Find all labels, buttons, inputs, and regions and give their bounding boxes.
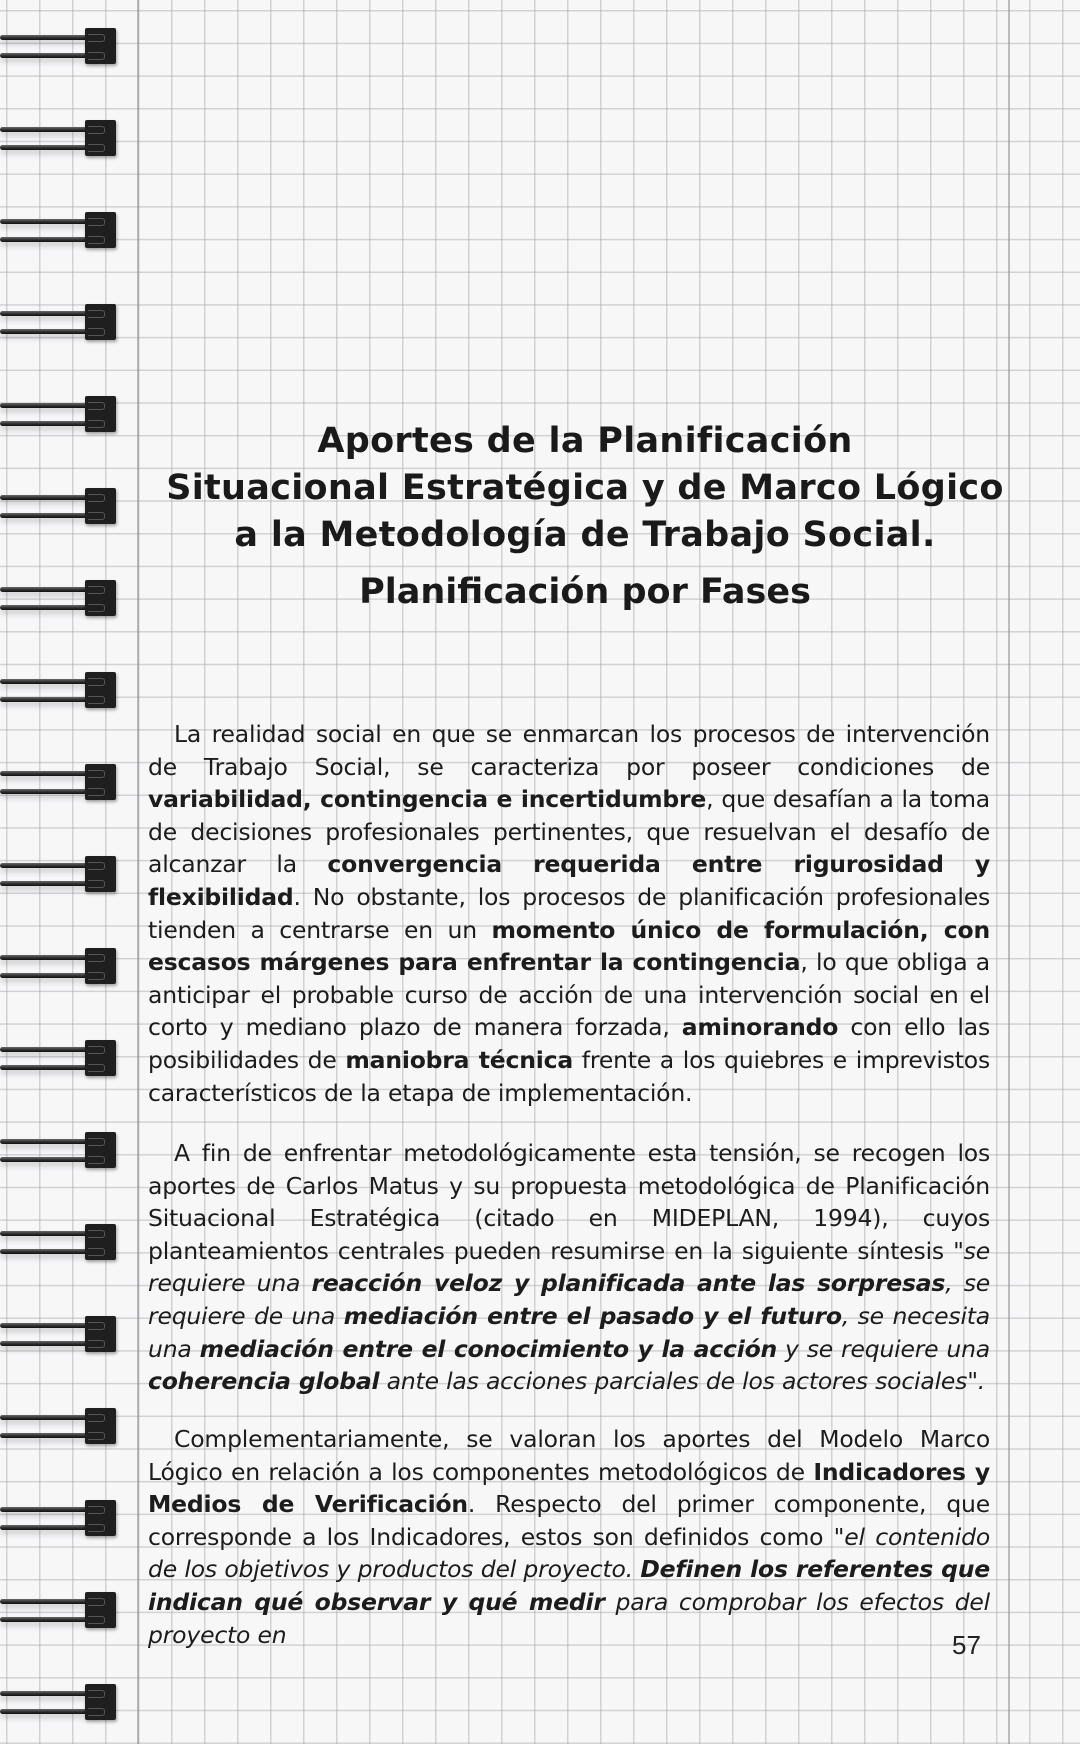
text-segment: convergencia requerida entre rigurosidad y flexibilidad: [148, 850, 991, 911]
text-segment: aminorando: [681, 1013, 839, 1042]
text-segment: . Respecto del primer componente, que corresponde a los Indicadores, estos son definidos como: [148, 1490, 990, 1551]
paragraph-3: [148, 1423, 990, 1651]
spiral-ring-icon: [0, 1315, 118, 1353]
left-margin-line: [137, 0, 139, 1744]
text-segment: mediación entre el pasado y el futuro: [343, 1301, 842, 1330]
spiral-ring-icon: [0, 487, 118, 525]
text-segment: La realidad social en que se enmarcan los procesos de intervención de Trabajo Social, se caracteriza por poseer condiciones de: [148, 720, 990, 781]
text-segment: frente a los quiebres e imprevistos característicos de la etapa de implementación.: [148, 1045, 990, 1107]
spiral-ring-icon: [0, 395, 118, 433]
spiral-ring-icon: [0, 27, 118, 65]
spiral-ring-icon: [0, 579, 118, 617]
text-segment: "el contenido de los objetivos y productos del proyecto.: [148, 1522, 991, 1584]
text-segment: variabilidad, contingencia e incertidumbre: [148, 785, 707, 814]
page-subtitle: Planificación por Fases: [359, 572, 811, 612]
title-line-2: Situacional Estratégica y de Marco Lógico: [166, 468, 1004, 508]
title-line-1: Aportes de la Planificación: [317, 421, 853, 461]
text-segment: . No obstante, los procesos de planificación profesionales tienden a centrarse en un: [148, 882, 990, 944]
spiral-ring-icon: [0, 763, 118, 801]
text-segment: "se requiere una: [148, 1236, 990, 1298]
text-segment: Complementariamente, se valoran los aportes del Modelo Marco Lógico en relación a los componentes metodológicos de: [148, 1425, 990, 1486]
text-segment: Definen los referentes que indican qué observar y qué medir: [148, 1555, 990, 1616]
paragraph-2: [148, 1137, 990, 1398]
spiral-ring-icon: [0, 1407, 118, 1445]
text-segment: coherencia global: [148, 1367, 380, 1396]
spiral-ring-icon: [0, 119, 118, 157]
spiral-ring-icon: [0, 1223, 118, 1261]
spiral-ring-icon: [0, 303, 118, 341]
text-segment: , lo que obliga a anticipar el probable curso de acción de una intervención social en el corto y mediano plazo de manera forzada,: [148, 948, 991, 1042]
text-segment: A fin de enfrentar metodológicamente esta tensión, se recogen los aportes de Carlos Matus y su propuesta metodológica de Planificación Situacional Estratégica (citado en MIDEPLAN, 1994), cuyos planteamientos centrales pueden resumirse en la siguiente síntesis: [148, 1139, 990, 1265]
text-segment: y se requiere una: [777, 1334, 990, 1363]
text-segment: para comprobar los efectos del proyecto en: [148, 1587, 990, 1649]
text-segment: mediación entre el conocimiento y la acción: [199, 1334, 778, 1363]
text-segment: momento único de formulación, con escasos márgenes para enfrentar la contingencia: [148, 915, 990, 977]
spiral-ring-icon: [0, 1131, 118, 1169]
title-line-3: a la Metodología de Trabajo Social.: [234, 515, 936, 555]
spiral-ring-icon: [0, 1499, 118, 1537]
spiral-ring-icon: [0, 1039, 118, 1077]
spiral-ring-icon: [0, 947, 118, 985]
page-title: [150, 418, 1020, 616]
paragraph-1: [148, 718, 990, 1109]
text-segment: , se necesita una: [148, 1301, 990, 1363]
text-segment: ante las acciones parciales de los actores sociales".: [379, 1367, 986, 1396]
text-segment: , se requiere de una: [148, 1269, 990, 1330]
right-margin-line: [1008, 0, 1010, 1744]
text-segment: reacción veloz y planificada ante las sorpresas: [311, 1269, 946, 1298]
text-segment: con ello las posibilidades de: [148, 1013, 990, 1074]
text-segment: , que desafían a la toma de decisiones profesionales pertinentes, que resuelvan el desafío de alcanzar la: [148, 785, 990, 879]
text-segment: Indicadores y Medios de Verificación: [148, 1457, 990, 1519]
spiral-ring-icon: [0, 1683, 118, 1721]
text-segment: maniobra técnica: [345, 1045, 574, 1074]
spiral-ring-icon: [0, 671, 118, 709]
page-number: 57: [952, 1630, 981, 1660]
spiral-ring-icon: [0, 855, 118, 893]
spiral-ring-icon: [0, 1591, 118, 1629]
spiral-ring-icon: [0, 211, 118, 249]
